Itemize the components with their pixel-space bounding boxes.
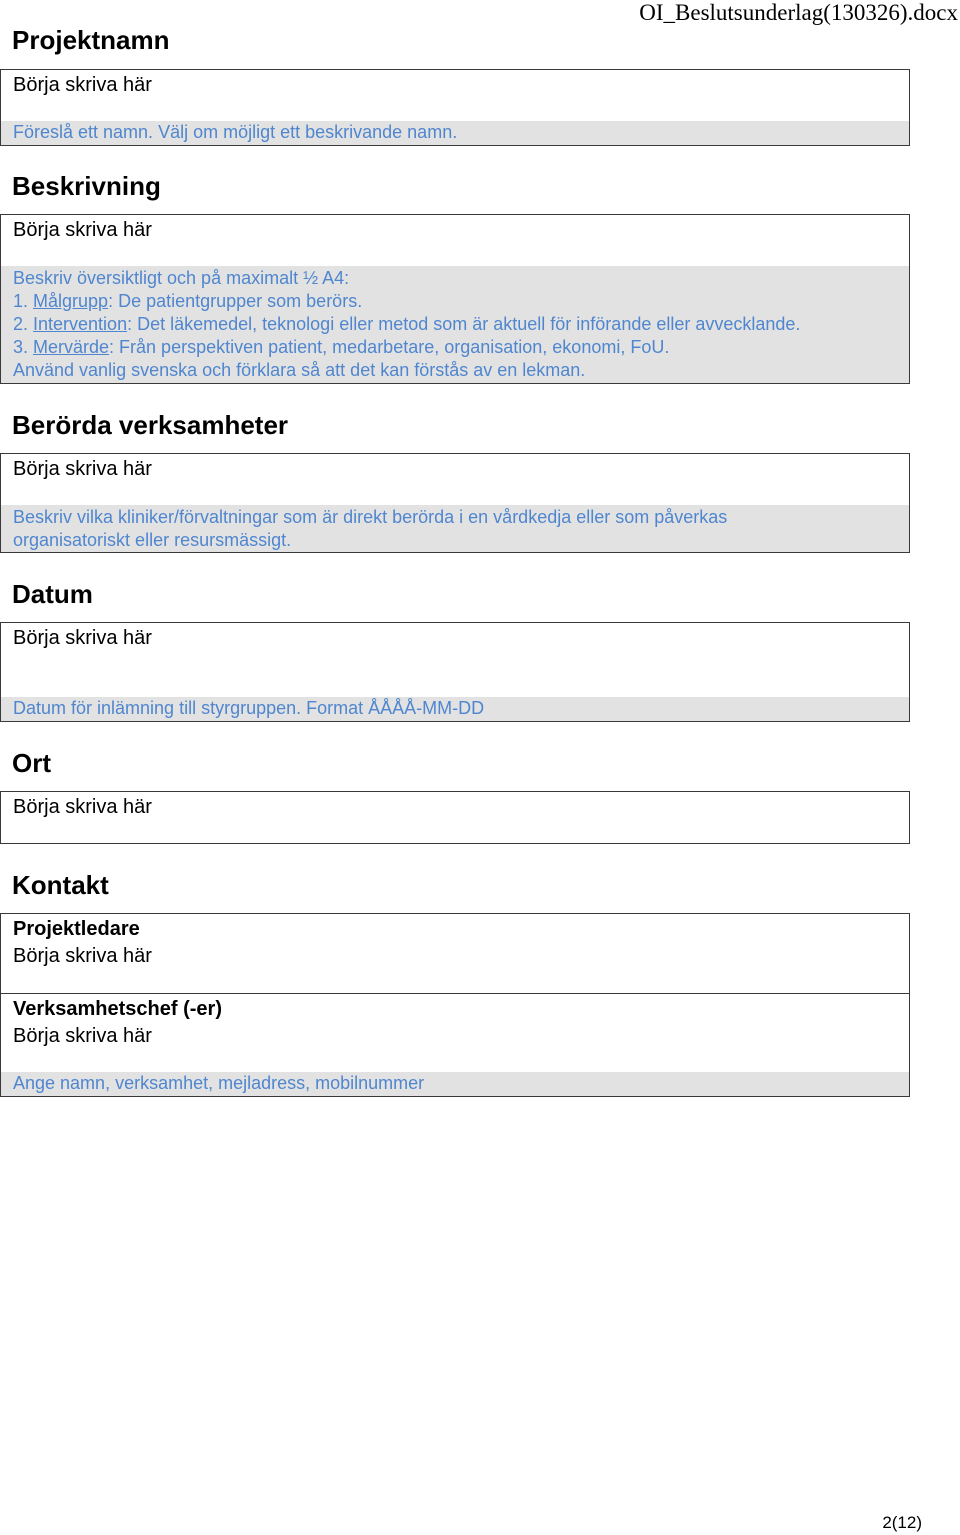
kontakt-hint: Ange namn, verksamhet, mejladress, mobilnummer	[1, 1072, 909, 1096]
hint-item-malgrupp: 1. Målgrupp: De patientgrupper som berörs.	[13, 291, 363, 311]
verksamhetschef-placeholder: Börja skriva här	[13, 1025, 152, 1047]
beskrivning-hint: Beskriv översiktligt och på maximalt ½ A4: 1. Målgrupp: De patientgrupper som berörs. 2. Intervention: Det läkemedel, teknologi eller metod som är aktuell för införande eller avvecklande. 3. Mervärde: Från perspektiven patient, medarbetare, organisation, ekonomi, FoU. Använd vanlig svenska och förklara så att det kan förstås av en lekman.	[1, 266, 909, 383]
section-title-ort: Ort	[12, 748, 51, 778]
section-title-beskrivning: Beskrivning	[12, 171, 161, 201]
beskrivning-placeholder: Börja skriva här	[13, 219, 152, 241]
datum-hint: Datum för inlämning till styrgruppen. Format ÅÅÅÅ-MM-DD	[1, 697, 909, 721]
beskrivning-field[interactable]	[0, 214, 910, 384]
berorda-hint: Beskriv vilka kliniker/förvaltningar som är direkt berörda i en vårdkedja eller som påverkas organisatoriskt eller resursmässigt.	[1, 505, 909, 552]
kontakt-field[interactable]	[0, 913, 910, 1097]
projektledare-label: Projektledare	[13, 918, 140, 940]
page-number: 2(12)	[882, 1513, 922, 1532]
hint-item-intervention: 2. Intervention: Det läkemedel, teknologi eller metod som är aktuell för införande eller avvecklande.	[13, 314, 801, 334]
section-title-projektnamn: Projektnamn	[12, 25, 170, 55]
kontakt-divider	[1, 993, 909, 994]
berorda-placeholder: Börja skriva här	[13, 458, 152, 480]
verksamhetschef-label: Verksamhetschef (-er)	[13, 998, 222, 1020]
berorda-verksamheter-field[interactable]	[0, 453, 910, 553]
document-filename: OI_Beslutsunderlag(130326).docx	[639, 0, 958, 25]
section-title-kontakt: Kontakt	[12, 870, 109, 900]
projektnamn-placeholder: Börja skriva här	[13, 74, 152, 96]
section-title-berorda-verksamheter: Berörda verksamheter	[12, 410, 289, 440]
ort-placeholder: Börja skriva här	[13, 796, 152, 818]
ort-field[interactable]	[0, 791, 910, 844]
section-title-datum: Datum	[12, 579, 93, 609]
projektledare-placeholder: Börja skriva här	[13, 945, 152, 967]
datum-placeholder: Börja skriva här	[13, 627, 152, 649]
projektnamn-hint: Föreslå ett namn. Välj om möjligt ett beskrivande namn.	[1, 121, 909, 145]
projektnamn-field[interactable]	[0, 69, 910, 146]
hint-item-mervarde: 3. Mervärde: Från perspektiven patient, medarbetare, organisation, ekonomi, FoU.	[13, 337, 670, 357]
datum-field[interactable]	[0, 622, 910, 722]
